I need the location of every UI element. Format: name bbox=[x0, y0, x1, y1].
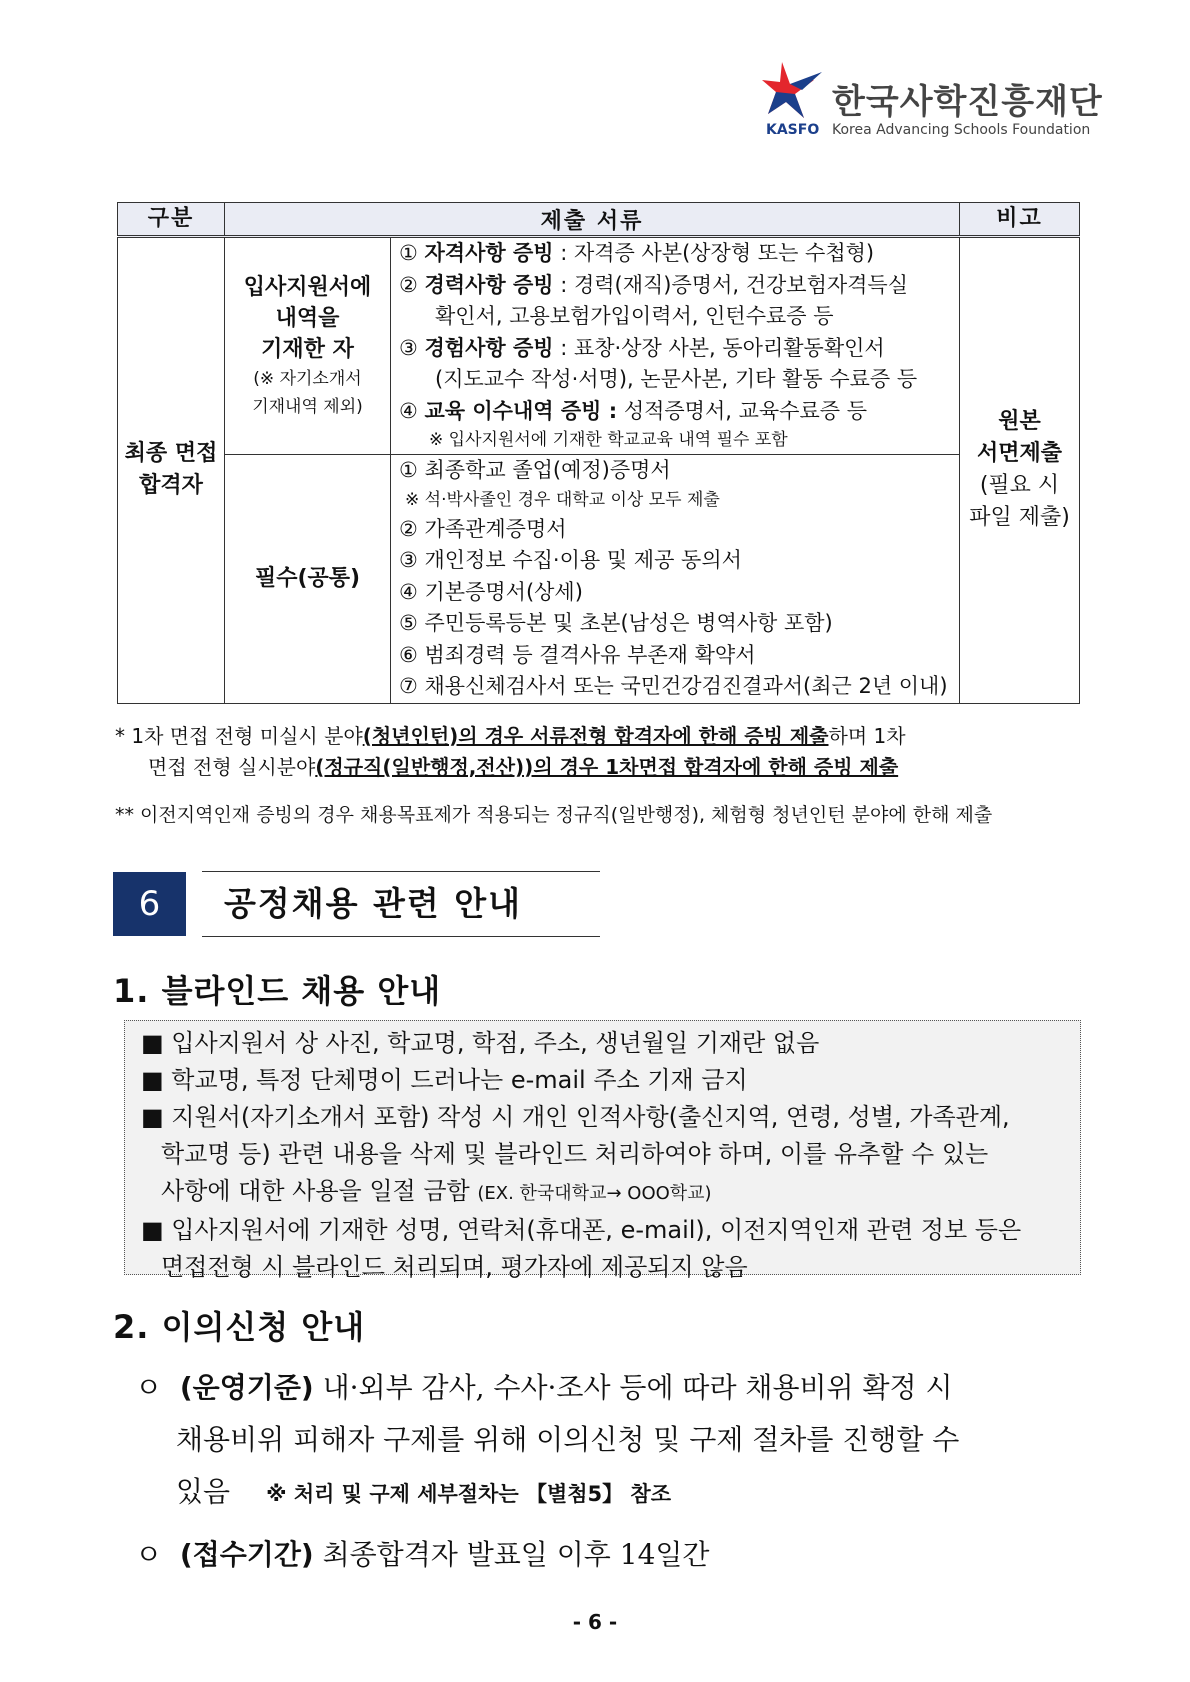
remark-cell bbox=[960, 237, 1080, 704]
logo-name-en: Korea Advancing Schools Foundation bbox=[832, 122, 1091, 138]
group1-note-2: 기재내역 제외) bbox=[252, 396, 363, 417]
list-item: ■ 입사지원서 상 사진, 학교명, 학점, 주소, 생년월일 기재란 없음 bbox=[141, 1029, 820, 1057]
documents-table bbox=[117, 202, 1080, 704]
group2-note: ※ 석·박사졸인 경우 대학교 이상 모두 제출 bbox=[405, 489, 720, 510]
group1-label-1: 입사지원서에 bbox=[243, 274, 372, 300]
objection-item-2: ㅇ (접수기간) 최종합격자 발표일 이후 14일간 bbox=[135, 1538, 710, 1571]
group2-items-cell bbox=[391, 455, 960, 704]
section-title: 공정채용 관련 안내 bbox=[202, 871, 600, 937]
list-item: 사항에 대한 사용을 일절 금함 (EX. 한국대학교→ OOO학교) bbox=[161, 1177, 712, 1205]
group1-footnote: ※ 입사지원서에 기재한 학교교육 내역 필수 포함 bbox=[429, 430, 788, 450]
category-line-2: 합격자 bbox=[139, 473, 203, 499]
objection-item-1-line2: 채용비위 피해자 구제를 위해 이의신청 및 구제 절차를 진행할 수 bbox=[176, 1423, 960, 1456]
page-number: - 6 - bbox=[572, 1610, 618, 1634]
list-item: 면접전형 시 블라인드 처리되며, 평가자에 제공되지 않음 bbox=[161, 1253, 748, 1281]
list-item: ④ 기본증명서(상세) bbox=[399, 579, 583, 604]
list-item: ⑥ 범죄경력 등 결격사유 부존재 확약서 bbox=[399, 642, 756, 667]
group1-note-1: (※ 자기소개서 bbox=[253, 368, 362, 389]
objection-item-1-line3: 있음 ※ 처리 및 구제 세부절차는 【별첨5】 참조 bbox=[176, 1475, 672, 1508]
kasfo-logo bbox=[762, 56, 1103, 142]
list-item: ① 자격사항 증빙 : 자격증 사본(상장형 또는 수첩형) bbox=[399, 241, 875, 265]
list-item: ③ 경험사항 증빙 : 표창·상장 사본, 동아리활동확인서 bbox=[399, 335, 885, 360]
list-item: ⑦ 채용신체검사서 또는 국민건강검진결과서(최근 2년 이내) bbox=[399, 674, 948, 698]
header-remark: 비고 bbox=[960, 203, 1080, 237]
footnote-1-line2: 면접 전형 실시분야(정규직(일반행정,전산))의 경우 1차면접 합격자에 한해 증빙 제출 bbox=[148, 755, 899, 779]
group1-label-3: 기재한 자 bbox=[261, 336, 354, 362]
remark-normal-2: 파일 제출) bbox=[969, 505, 1070, 531]
remark-bold-2: 서면제출 bbox=[976, 441, 1062, 467]
group1-items-cell bbox=[391, 237, 960, 455]
group1-label-2: 내역을 bbox=[275, 305, 340, 331]
group2-label: 필수(공통) bbox=[254, 566, 361, 592]
list-item: 확인서, 고용보험가입이력서, 인턴수료증 등 bbox=[435, 304, 834, 328]
blind-box bbox=[124, 1020, 1081, 1281]
list-item: ■ 학교명, 특정 단체명이 드러나는 e-mail 주소 기재 금지 bbox=[141, 1066, 748, 1094]
list-item: ④ 교육 이수내역 증빙 : 성적증명서, 교육수료증 등 bbox=[399, 398, 867, 423]
category-cell bbox=[118, 237, 225, 704]
list-item: ■ 지원서(자기소개서 포함) 작성 시 개인 인적사항(출신지역, 연령, 성별, 가족관계, bbox=[141, 1103, 1010, 1131]
blind-heading: 1. 블라인드 채용 안내 bbox=[113, 972, 442, 1010]
list-item: ■ 입사지원서에 기재한 성명, 연락처(휴대폰, e-mail), 이전지역인재 관련 정보 등은 bbox=[141, 1216, 1022, 1244]
category-line-1: 최종 면접 bbox=[124, 441, 218, 467]
list-item: ② 경력사항 증빙 : 경력(재직)증명서, 건강보험자격득실 bbox=[399, 272, 908, 297]
footnote-1: * 1차 면접 전형 미실시 분야(청년인턴)의 경우 서류전형 합격자에 한해 증빙 제출하며 1차 bbox=[115, 724, 906, 748]
star-logo-icon bbox=[762, 56, 832, 126]
remark-normal-1: (필요 시 bbox=[979, 473, 1060, 499]
header-documents: 제출 서류 bbox=[225, 203, 960, 237]
header-category: 구분 bbox=[118, 203, 225, 237]
objection-heading: 2. 이의신청 안내 bbox=[113, 1308, 366, 1346]
logo-name-kr: 한국사학진흥재단 bbox=[832, 82, 1103, 122]
list-item: ② 가족관계증명서 bbox=[399, 516, 567, 541]
list-item: (지도교수 작성·서명), 논문사본, 기타 활동 수료증 등 bbox=[435, 367, 918, 391]
objection-item-1: ㅇ (운영기준) 내·외부 감사, 수사·조사 등에 따라 채용비위 확정 시 bbox=[135, 1371, 953, 1404]
list-item: ① 최종학교 졸업(예정)증명서 bbox=[399, 458, 671, 482]
group1-label-cell bbox=[225, 237, 391, 455]
logo-abbr: KASFO bbox=[766, 122, 820, 138]
list-item: 학교명 등) 관련 내용을 삭제 및 블라인드 처리하여야 하며, 이를 유추할 수 있는 bbox=[161, 1140, 989, 1168]
remark-bold-1: 원본 bbox=[998, 409, 1041, 435]
section-number: 6 bbox=[113, 872, 186, 936]
list-item: ③ 개인정보 수집·이용 및 제공 동의서 bbox=[399, 548, 742, 572]
footnote-2: ** 이전지역인재 증빙의 경우 채용목표제가 적용되는 정규직(일반행정), 체험형 청년인턴 분야에 한해 제출 bbox=[115, 804, 993, 826]
group2-label-cell bbox=[225, 455, 391, 704]
list-item: ⑤ 주민등록등본 및 초본(남성은 병역사항 포함) bbox=[399, 611, 833, 635]
